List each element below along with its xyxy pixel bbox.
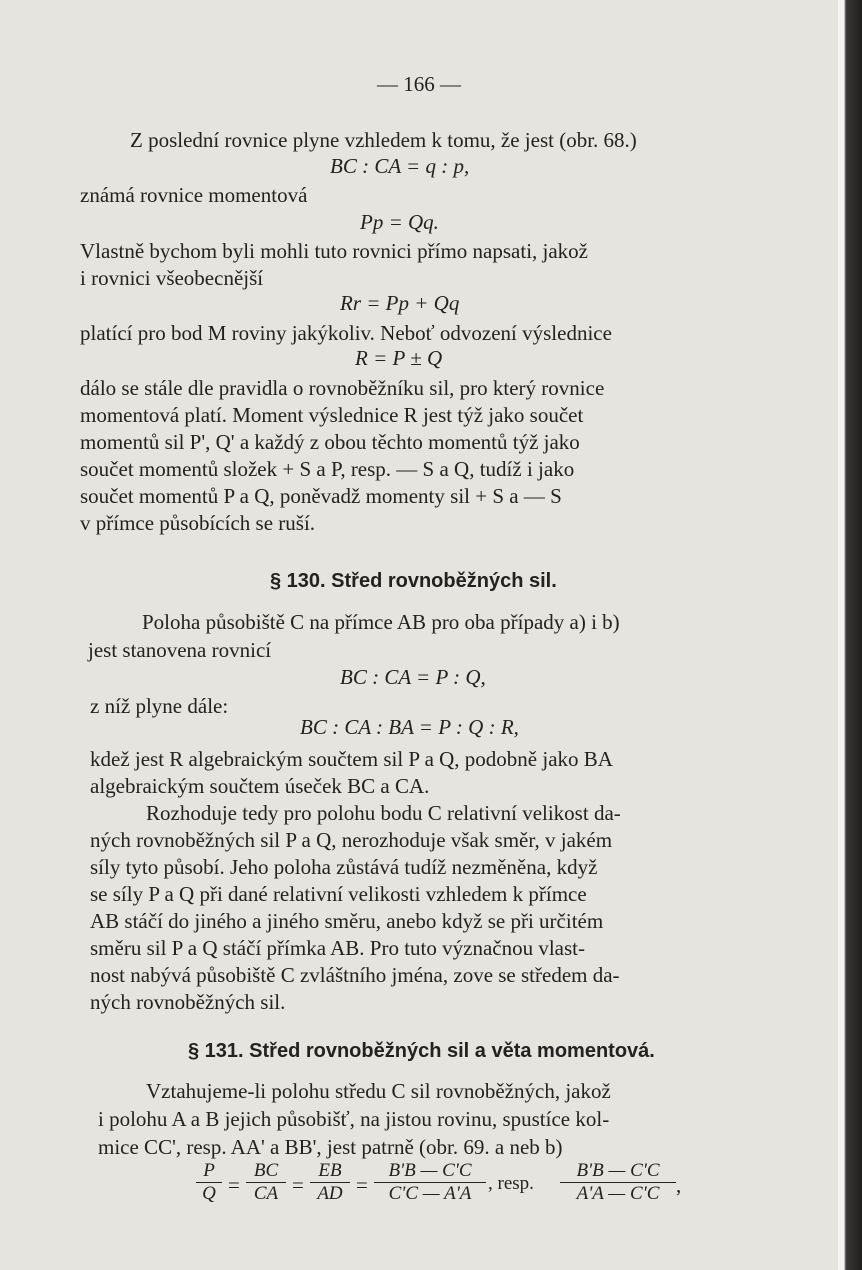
text-line: v přímce působících se ruší.	[80, 511, 316, 535]
section-heading: § 131. Střed rovnoběžných sil a věta momentová.	[188, 1040, 655, 1062]
text-line: Rozhoduje tedy pro polohu bodu C relativní velikost da-	[146, 801, 621, 825]
text-line: Poloha působiště C na přímce AB pro oba případy a) i b)	[142, 610, 620, 634]
section-heading: § 130. Střed rovnoběžných sil.	[270, 570, 557, 592]
equation: BC : CA : BA = P : Q : R,	[300, 715, 519, 739]
page-edge-shadow	[838, 0, 862, 1270]
fraction: $\frac{BC}{CA}$	[246, 1160, 286, 1205]
equation: Rr = Pp + Qq	[340, 291, 460, 315]
text-line: mice CC', resp. AA' a BB', jest patrně (obr. 69. a neb b)	[98, 1135, 563, 1159]
text-line: algebraickým součtem úseček BC a CA.	[90, 774, 430, 798]
equation: BC : CA = q : p,	[330, 154, 470, 178]
text-line: známá rovnice momentová	[80, 183, 308, 207]
text-line: z níž plyne dále:	[90, 694, 229, 718]
text-line: Z poslední rovnice plyne vzhledem k tomu, že jest (obr. 68.)	[130, 128, 637, 152]
text-line: nost nabývá působiště C zvláštního jména, zove se středem da-	[90, 963, 620, 987]
text-line: Vztahujeme-li polohu středu C sil rovnoběžných, jakož	[146, 1079, 611, 1103]
fraction: $\frac{P}{Q}$	[196, 1160, 222, 1205]
text-line: ných rovnoběžných sil P a Q, nerozhoduje však směr, v jakém	[90, 828, 613, 852]
page-number: — 166 —	[377, 72, 461, 96]
book-page: — 166 — Z poslední rovnice plyne vzhledem k tomu, že jest (obr. 68.) BC : CA = q : p, známá rovnice momentová Pp = Qq. Vlastně bychom byli mohli tuto rovnici přímo napsati, jakož i rovnici všeobecnější Rr = Pp + Qq platící pro bod M roviny jakýkoliv. Neboť odvození výslednice R = P ± Q dálo se stále dle pravidla o rovnoběžníku sil, pro který rovnice momentová platí. Moment výslednice R jest týž jako součet momentů sil P', Q' a každý z obou těchto momentů týž jako součet momentů složek + S a P, resp. — S a Q, tudíž i jako součet momentů P a Q, poněvadž momenty sil + S a — S v přímce působících se ruší. § 130. Střed rovnoběžných sil. Poloha působiště C na přímce AB pro oba případy a) i b) jest stanovena rovnicí BC : CA = P : Q, z níž plyne dále: BC : CA : BA = P : Q : R, kdež jest R algebraickým součtem sil P a Q, podobně jako BA algebraickým součtem úseček BC a CA. Rozhoduje tedy pro polohu bodu C relativní velikost da- ných rovnoběžných sil P a Q, nerozhoduje však směr, v jakém síly tyto působí. Jeho poloha zůstává tudíž nezměněna, když se síly P a Q při dané relativní velikosti vzhledem k přímce AB stáčí do jiného a jiného směru, anebo když se při určitém směru sil P a Q stáčí přímka AB. Pro tuto význačnou vlast- nost nabývá působiště C zvláštního jména, zove se středem da- ných rovnoběžných sil. § 131. Střed rovnoběžných sil a věta momentová. Vztahujeme-li polohu středu C sil rovnoběžných, jakož i polohu A a B jejich působišť, na jistou rovinu, spustíce kol- mice CC', resp. AA' a BB', jest patrně (obr. 69. a neb b) $\frac{P}{Q}$ = $\frac{BC}{CA}$ = $\frac{EB}{AD}$ = $\frac{B'B — C'C}{C'C — A'A}$ , resp. $\frac{B'B — C'C}{A'A — C'C}$ ,	[0, 0, 838, 1270]
text-line: AB stáčí do jiného a jiného směru, anebo když se při určitém	[90, 909, 604, 933]
equation: R = P ± Q	[355, 346, 443, 370]
text-line: dálo se stále dle pravidla o rovnoběžníku sil, pro který rovnice	[80, 376, 605, 400]
text-line: kdež jest R algebraickým součtem sil P a Q, podobně jako BA	[90, 747, 613, 771]
text-line: ných rovnoběžných sil.	[90, 990, 286, 1014]
text-line: součet momentů složek + S a P, resp. — S a Q, tudíž i jako	[80, 457, 575, 481]
fraction: $\frac{EB}{AD}$	[310, 1160, 350, 1205]
text-line: momentů sil P', Q' a každý z obou těchto momentů týž jako	[80, 430, 580, 454]
text-line: se síly P a Q při dané relativní velikosti vzhledem k přímce	[90, 882, 587, 906]
text-line: i polohu A a B jejich působišť, na jistou rovinu, spustíce kol-	[98, 1107, 610, 1131]
text-line: jest stanovena rovnicí	[88, 638, 272, 662]
text-line: součet momentů P a Q, poněvadž momenty sil + S a — S	[80, 484, 562, 508]
fraction: $\frac{B'B — C'C}{C'C — A'A}$	[374, 1160, 486, 1205]
text-line: směru sil P a Q stáčí přímka AB. Pro tuto význačnou vlast-	[90, 936, 585, 960]
text-line: platící pro bod M roviny jakýkoliv. Neboť odvození výslednice	[80, 321, 612, 345]
equation: BC : CA = P : Q,	[340, 665, 486, 689]
text-line: i rovnici všeobecnější	[80, 266, 264, 290]
text-line: Vlastně bychom byli mohli tuto rovnici přímo napsati, jakož	[80, 239, 588, 263]
text-line: momentová platí. Moment výslednice R jest týž jako součet	[80, 403, 584, 427]
text-line: síly tyto působí. Jeho poloha zůstává tudíž nezměněna, když	[90, 855, 598, 879]
fraction: $\frac{B'B — C'C}{A'A — C'C}$	[560, 1160, 676, 1205]
equation: Pp = Qq.	[360, 210, 439, 234]
